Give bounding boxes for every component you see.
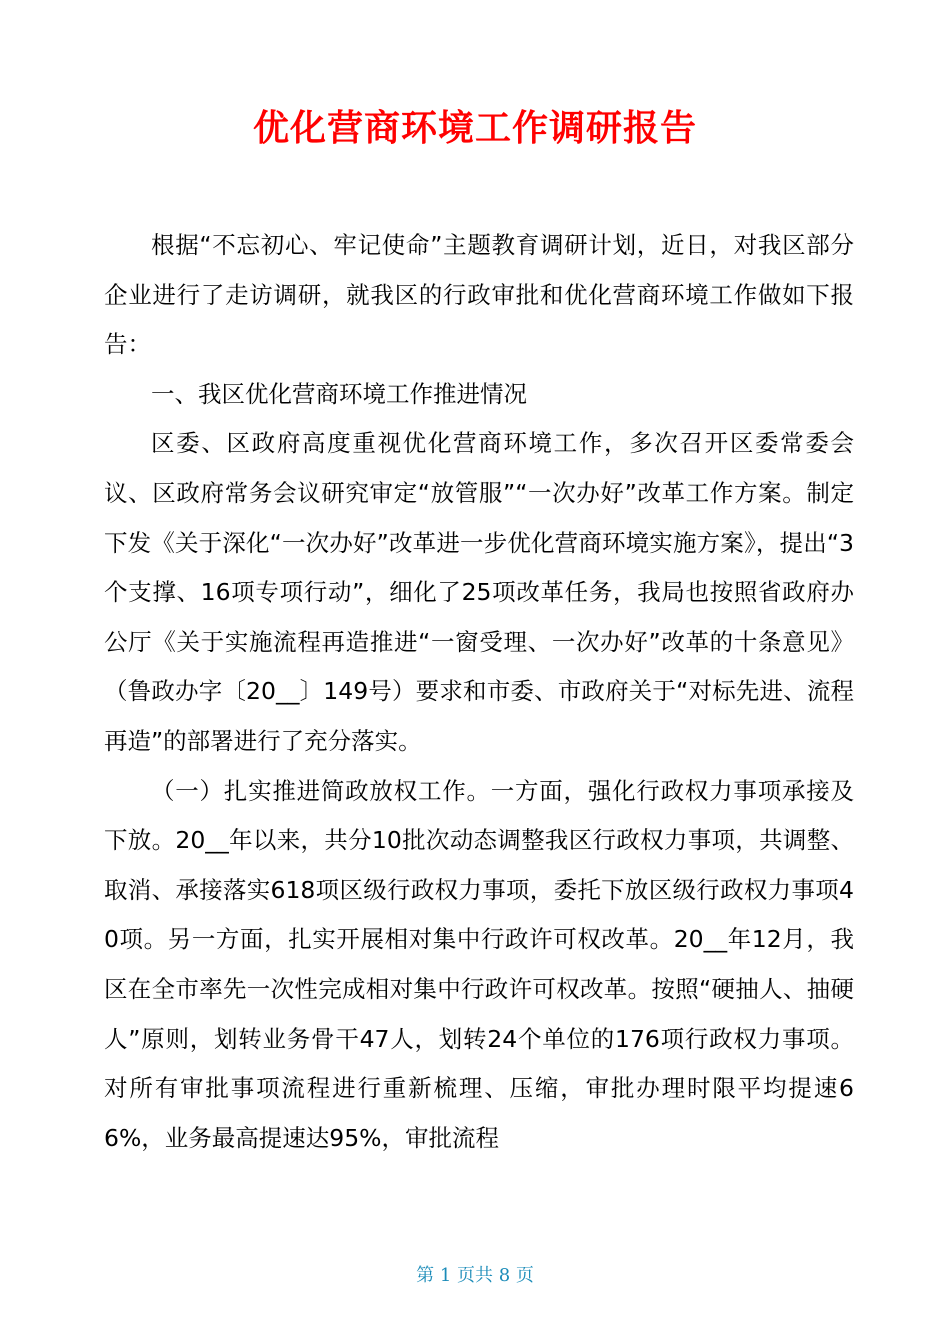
body-paragraph: （一）扎实推进简政放权工作。一方面，强化行政权力事项承接及下放。20__年以来，共分10批次动态调整我区行政权力事项，共调整、取消、承接落实618项区级行政权力事项，委托下放区级行政权力事项40项。另一方面，扎实开展相对集中行政许可权改革。20__年12月，我区在全市率先一次性完成相对集中行政许可权改革。按照“硬抽人、抽硬人”原则，划转业务骨干47人，划转24个单位的176项行政权力事项。对所有审批事项流程进行重新梳理、压缩，审批办理时限平均提速66%，业务最高提速达95%，审批流程 bbox=[104, 776, 854, 1152]
body-paragraph: 区委、区政府高度重视优化营商环境工作，多次召开区委常委会议、区政府常务会议研究审定“放管服”“一次办好”改革工作方案。制定下发《关于深化“一次办好”改革进一步优化营商环境实施方案》，提出“3个支撑、16项专项行动”，细化了25项改革任务，我局也按照省政府办公厅《关于实施流程再造推进“一窗受理、一次办好”改革的十条意见》（鲁政办字〔20__〕149号）要求和市委、市政府关于“对标先进、流程再造”的部署进行了充分落实。 bbox=[104, 429, 854, 755]
intro-paragraph: 根据“不忘初心、牢记使命”主题教育调研计划，近日，对我区部分企业进行了走访调研，就我区的行政审批和优化营商环境工作做如下报告： bbox=[104, 231, 854, 359]
document-title: 优化营商环境工作调研报告 bbox=[252, 108, 697, 149]
document-body bbox=[104, 221, 854, 1163]
page-number-footer: 第 1 页共 8 页 bbox=[416, 1265, 534, 1286]
section-heading: 一、我区优化营商环境工作推进情况 bbox=[151, 379, 527, 408]
